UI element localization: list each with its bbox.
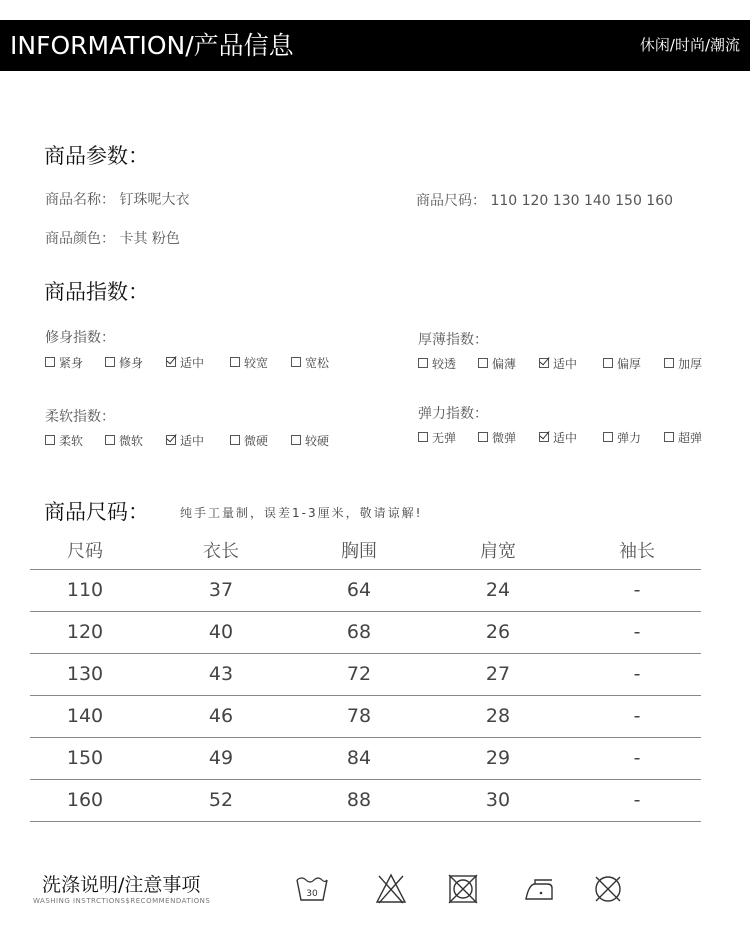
table-cell: 52: [208, 789, 234, 811]
table-row: [30, 570, 701, 612]
checkbox-icon: [664, 432, 674, 442]
size-note: 纯手工量制，误差1-3厘米，敬请谅解!: [180, 506, 423, 520]
table-cell: 40: [208, 621, 234, 643]
index-option-label: 宽松: [305, 356, 330, 370]
index-option: [418, 355, 456, 372]
index-option-label: 较透: [432, 357, 457, 371]
index-option-label: 无弹: [432, 431, 457, 445]
index-option-label: 修身: [119, 356, 144, 370]
table-cell: 110: [66, 579, 104, 601]
index-option-label: 偏厚: [617, 357, 642, 371]
index-option-label: 微弹: [492, 431, 517, 445]
checkbox-icon: [291, 435, 301, 445]
checkbox-icon: [291, 357, 301, 367]
checkbox-icon: [45, 435, 55, 445]
table-body: [30, 570, 701, 822]
index-option: [539, 355, 577, 372]
checkbox-icon: [105, 357, 115, 367]
index-label: 厚薄指数：: [418, 332, 488, 348]
column-header: 胸围: [341, 541, 377, 562]
table-cell: 27: [485, 663, 511, 685]
checked-checkbox-icon: [166, 435, 176, 445]
index-option: [166, 432, 204, 449]
index-option-label: 适中: [180, 356, 205, 370]
index-option-label: 加厚: [678, 357, 703, 371]
size-heading: 商品尺码：: [44, 500, 149, 524]
index-option: [45, 354, 83, 371]
index-option-label: 适中: [180, 434, 205, 448]
table-cell: -: [633, 621, 641, 643]
table-row: [30, 612, 701, 654]
checkbox-icon: [478, 432, 488, 442]
index-option: [45, 432, 83, 449]
indices-heading: 商品指数：: [44, 280, 149, 304]
table-cell: 84: [346, 747, 372, 769]
index-label: 修身指数：: [45, 330, 115, 346]
checkbox-icon: [418, 358, 428, 368]
index-option: [105, 432, 143, 449]
checkbox-icon: [418, 432, 428, 442]
table-cell: -: [633, 747, 641, 769]
no-bleach-icon: [374, 872, 408, 906]
header-tag: 休闲/时尚/潮流: [639, 36, 740, 54]
param-sizes: 商品尺码： 110 120 130 140 150 160: [416, 193, 674, 209]
table-cell: -: [633, 663, 641, 685]
index-option-label: 紧身: [59, 356, 84, 370]
index-option-label: 较硬: [305, 434, 330, 448]
index-option-label: 弹力: [617, 431, 642, 445]
index-label: 柔软指数：: [45, 409, 115, 425]
index-option: [664, 355, 702, 372]
table-row: [30, 738, 701, 780]
checkbox-icon: [45, 357, 55, 367]
index-option-label: 较宽: [244, 356, 269, 370]
header-bar: [0, 20, 750, 71]
table-cell: 88: [346, 789, 372, 811]
index-option: [230, 354, 268, 371]
index-option-label: 偏薄: [492, 357, 517, 371]
checkbox-icon: [105, 435, 115, 445]
index-option-label: 适中: [553, 431, 578, 445]
column-header: 尺码: [67, 541, 103, 562]
param-color: 商品颜色： 卡其 粉色: [45, 231, 180, 247]
checked-checkbox-icon: [539, 358, 549, 368]
index-option: [603, 355, 641, 372]
param-name: 商品名称： 钉珠呢大衣: [45, 192, 190, 208]
table-cell: 26: [485, 621, 511, 643]
index-option: [105, 354, 143, 371]
table-cell: 24: [485, 579, 511, 601]
header-title: INFORMATION/产品信息: [10, 31, 294, 60]
table-cell: 160: [66, 789, 104, 811]
index-option: [418, 429, 456, 446]
checkbox-icon: [478, 358, 488, 368]
checkbox-icon: [664, 358, 674, 368]
table-row: [30, 654, 701, 696]
checked-checkbox-icon: [166, 357, 176, 367]
table-cell: 150: [66, 747, 104, 769]
column-header: 衣长: [203, 541, 239, 562]
table-row: [30, 780, 701, 822]
index-label: 弹力指数：: [418, 406, 488, 422]
table-cell: 72: [346, 663, 372, 685]
table-cell: 43: [208, 663, 234, 685]
table-cell: 64: [346, 579, 372, 601]
iron-low-icon: [522, 872, 556, 906]
table-cell: 30: [485, 789, 511, 811]
column-header: 袖长: [619, 541, 655, 562]
table-cell: 68: [346, 621, 372, 643]
table-cell: 78: [346, 705, 372, 727]
table-cell: 46: [208, 705, 234, 727]
table-cell: -: [633, 705, 641, 727]
table-cell: 120: [66, 621, 104, 643]
index-option: [664, 429, 702, 446]
table-cell: 49: [208, 747, 234, 769]
table-cell: -: [633, 789, 641, 811]
index-option: [478, 429, 516, 446]
index-option-label: 微软: [119, 434, 144, 448]
table-cell: 130: [66, 663, 104, 685]
index-option: [539, 429, 577, 446]
index-option-label: 微硬: [244, 434, 269, 448]
checkbox-icon: [230, 435, 240, 445]
table-cell: 37: [208, 579, 234, 601]
index-option: [230, 432, 268, 449]
index-option-label: 适中: [553, 357, 578, 371]
index-option-label: 柔软: [59, 434, 84, 448]
size-table: [30, 535, 701, 822]
index-option: [291, 354, 329, 371]
table-cell: 29: [485, 747, 511, 769]
wash-30-icon: [295, 872, 329, 906]
checked-checkbox-icon: [539, 432, 549, 442]
table-header: [30, 535, 701, 570]
table-row: [30, 696, 701, 738]
params-heading: 商品参数：: [44, 144, 149, 168]
index-option: [478, 355, 516, 372]
checkbox-icon: [603, 432, 613, 442]
index-option: [166, 354, 204, 371]
checkbox-icon: [603, 358, 613, 368]
table-cell: 28: [485, 705, 511, 727]
table-cell: -: [633, 579, 641, 601]
column-header: 肩宽: [480, 541, 516, 562]
washing-subtitle: WASHING INSTRCTIONS$RECOMMENDATIONS: [33, 897, 211, 905]
index-option: [291, 432, 329, 449]
no-dry-clean-icon: [591, 872, 625, 906]
checkbox-icon: [230, 357, 240, 367]
index-option-label: 超弹: [678, 431, 703, 445]
index-option: [603, 429, 641, 446]
table-cell: 140: [66, 705, 104, 727]
no-tumble-dry-icon: [446, 872, 480, 906]
wash-temp-label: 30: [306, 889, 318, 899]
washing-title: 洗涤说明/注意事项: [42, 874, 201, 896]
